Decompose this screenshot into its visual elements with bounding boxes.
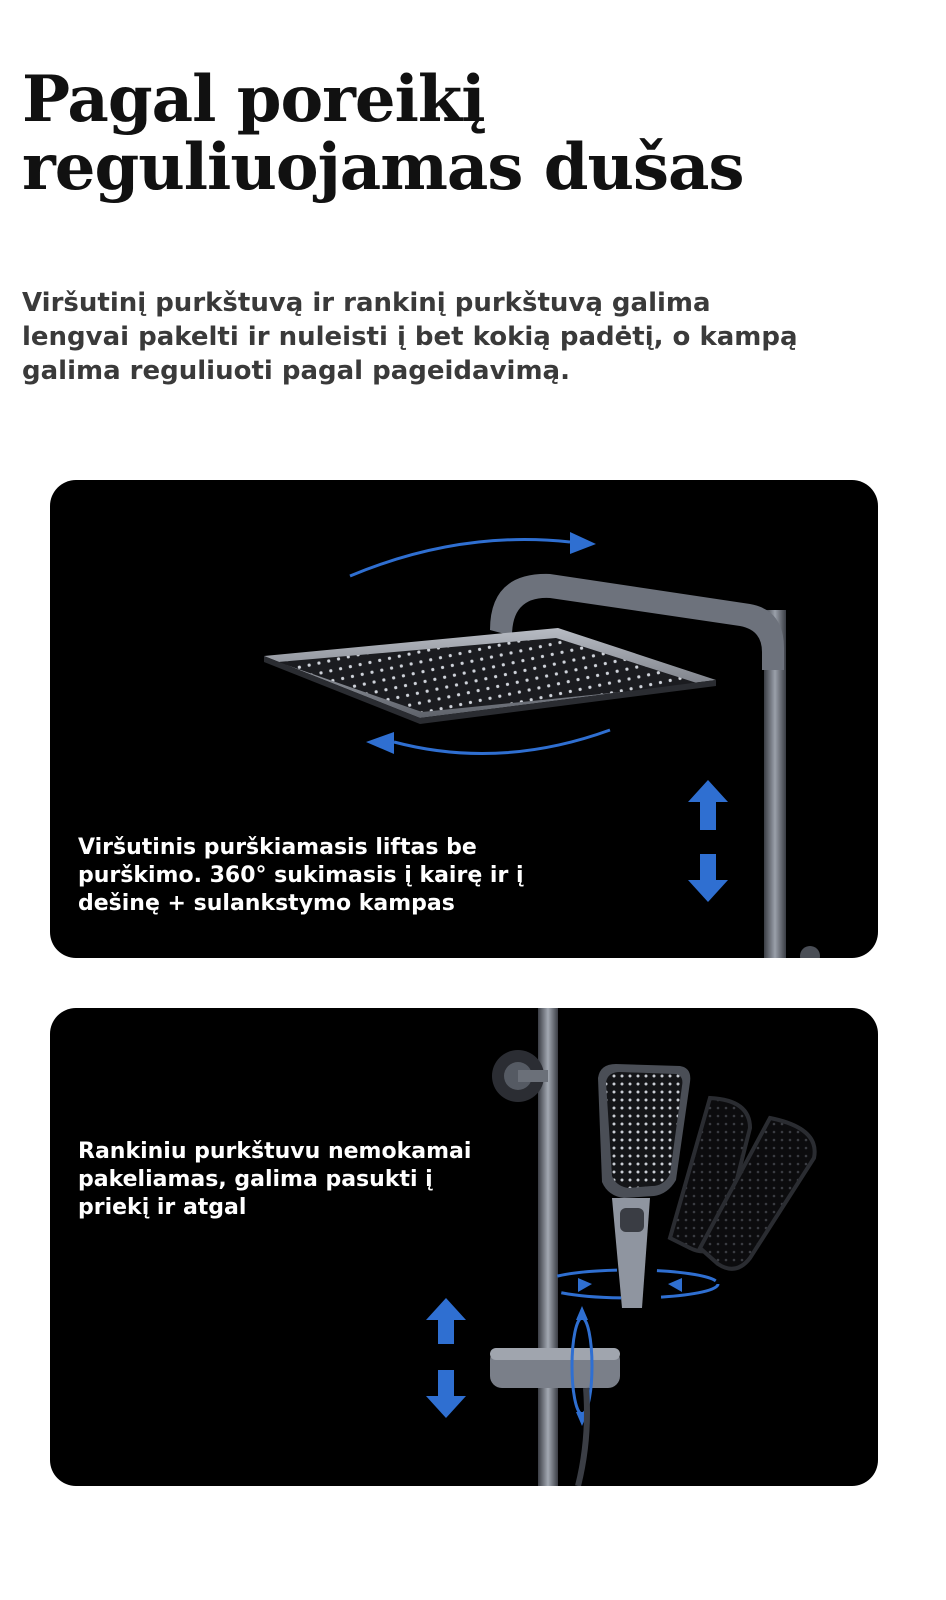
rotate-arrow-icon: [350, 532, 596, 576]
overhead-shower-caption: Viršutinis purškiamasis liftas be purškimo. 360° sukimasis į kairę ir į dešinę + sulankstymo kampas: [78, 835, 524, 916]
arrow-down-icon: [688, 854, 728, 902]
hand-shower-caption: Rankiniu purkštuvu nemokamai pakeliamas, galima pasukti į priekį ir atgal: [78, 1139, 472, 1220]
overhead-shower-panel: [50, 480, 878, 958]
rotate-arrow-icon: [366, 730, 610, 754]
arrow-down-icon: [426, 1370, 466, 1418]
page-title: Pagal poreikį reguliuojamas dušas: [22, 62, 744, 205]
hand-shower-panel: [50, 1008, 878, 1486]
page-description: Viršutinį purkštuvą ir rankinį purkštuvą galima lengvai pakelti ir nuleisti į bet kokią padėtį, o kampą galima reguliuoti pagal pageidavimą.: [22, 288, 798, 386]
arrow-up-icon: [688, 780, 728, 830]
arrow-up-icon: [426, 1298, 466, 1344]
hand-shower-illustration: [50, 1008, 878, 1486]
